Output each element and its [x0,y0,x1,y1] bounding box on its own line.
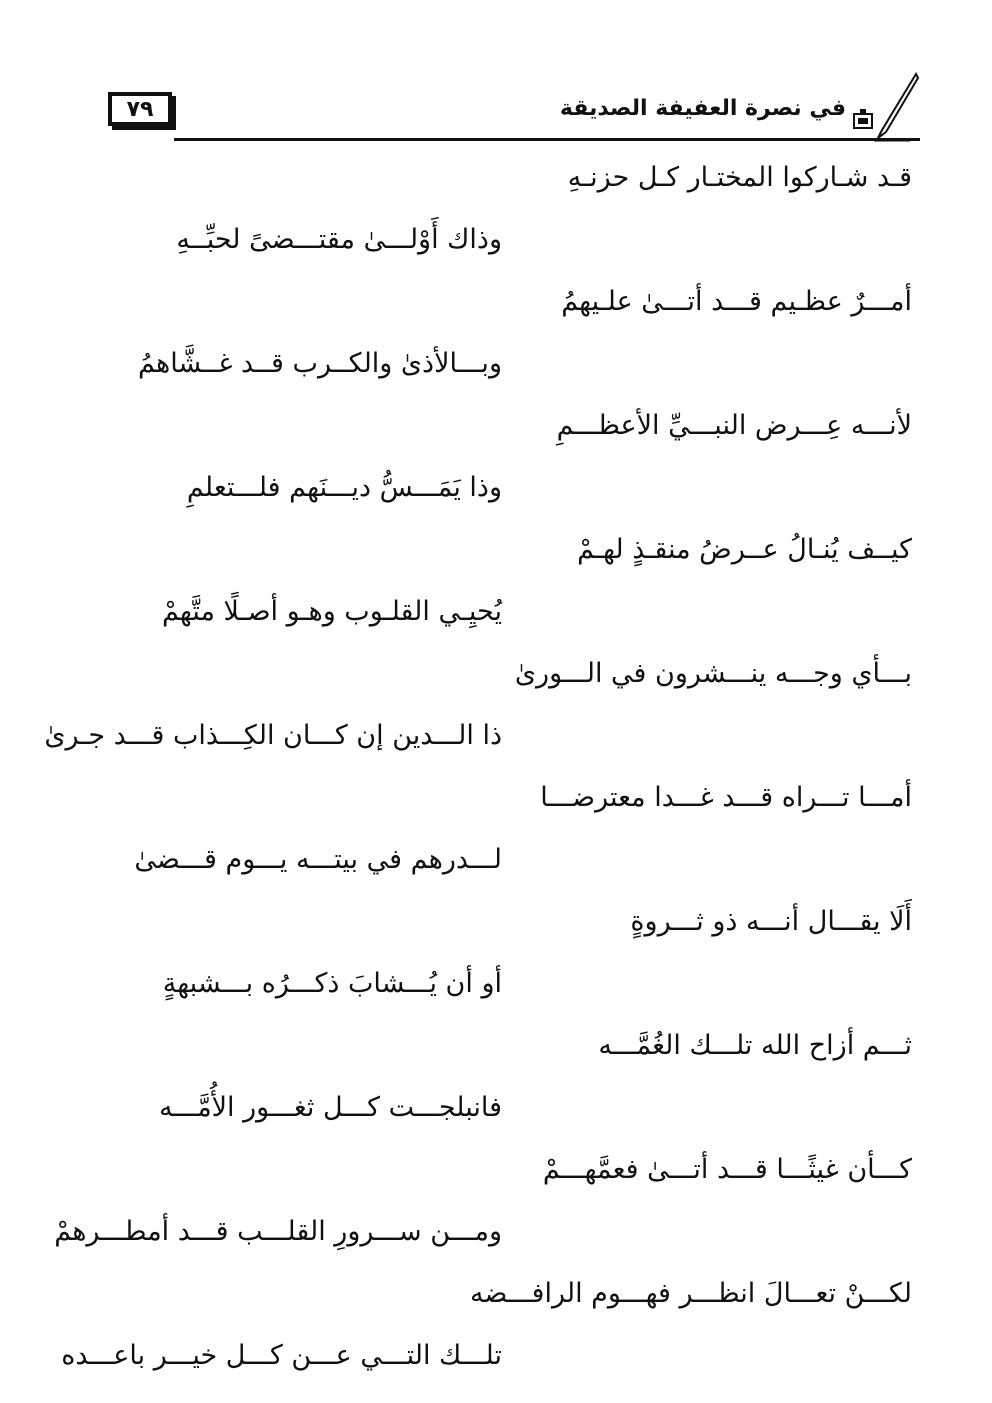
verse-line: لكـــنْ تعـــالَ انظـــر فهـــوم الرافـــضه [469,1278,912,1309]
verse-line: كيــف يُنـالُ عــرضُ منقـذٍ لهـمْ [577,534,912,565]
pen-icon [870,72,920,142]
page-number: ٧٩ [126,96,154,122]
verse-line: بـــأي وجـــه ينـــشرون في الـــورىٰ [514,658,912,689]
verse-line: يُحيِـي القلـوب وهـو أصـلًا متَّهمْ [161,596,502,627]
verse-line: أمـــرٌ عظـيم قـــد أتـــىٰ علـيهمُ [561,286,912,317]
verse-line: أَلَا يقـــال أنـــه ذو ثـــروةٍ [630,906,912,937]
verse-line: فانبلجـــت كـــل ثغـــور الأُمَّـــه [158,1092,502,1123]
verse-line: وبـــالأذىٰ والكــرب قــد غــشَّاهمُ [138,348,502,379]
verse-line: لـــدرهم في بيتـــه يـــوم قـــضىٰ [134,844,502,875]
verse-line: وذا يَمَـــسُّ ديـــنَهم فلـــتعلمِ [186,472,502,503]
verse-line: أمـــا تـــراه قـــد غـــدا معترضـــا [540,782,912,813]
page-header [100,92,920,148]
header-rule [174,138,920,141]
verse-line: ذا الـــدين إن كـــان الكِـــذاب قـــد جـرىٰ [44,720,502,751]
book-title: في نصرة العفيفة الصديقة [559,96,846,121]
verse-line: قـد شـاركوا المختـار كـل حزنـهِ [567,162,912,193]
verse-line: لأنـــه عِـــرض النبـــيِّ الأعظـــمِ [556,410,912,441]
verse-line: ثـــم أزاح الله تلـــك الغُمَّـــه [598,1030,912,1061]
verse-line: أو أن يُـــشابَ ذكـــرُه بـــشبهةٍ [162,968,502,999]
verse-line: كـــأن غيثًـــا قـــد أتـــىٰ فعمَّهـــمْ [542,1154,912,1185]
page-number-box [108,92,172,126]
verse-line: ومـــن ســـرورِ القلـــب قـــد أمطـــرهمْ [54,1216,502,1247]
verse-line: تلـــك التـــي عـــن كـــل خيـــر باعـــده [61,1340,502,1371]
verse-line: وذاك أَوْلـــىٰ مقتـــضىً لحبِّــهِ [176,224,502,255]
